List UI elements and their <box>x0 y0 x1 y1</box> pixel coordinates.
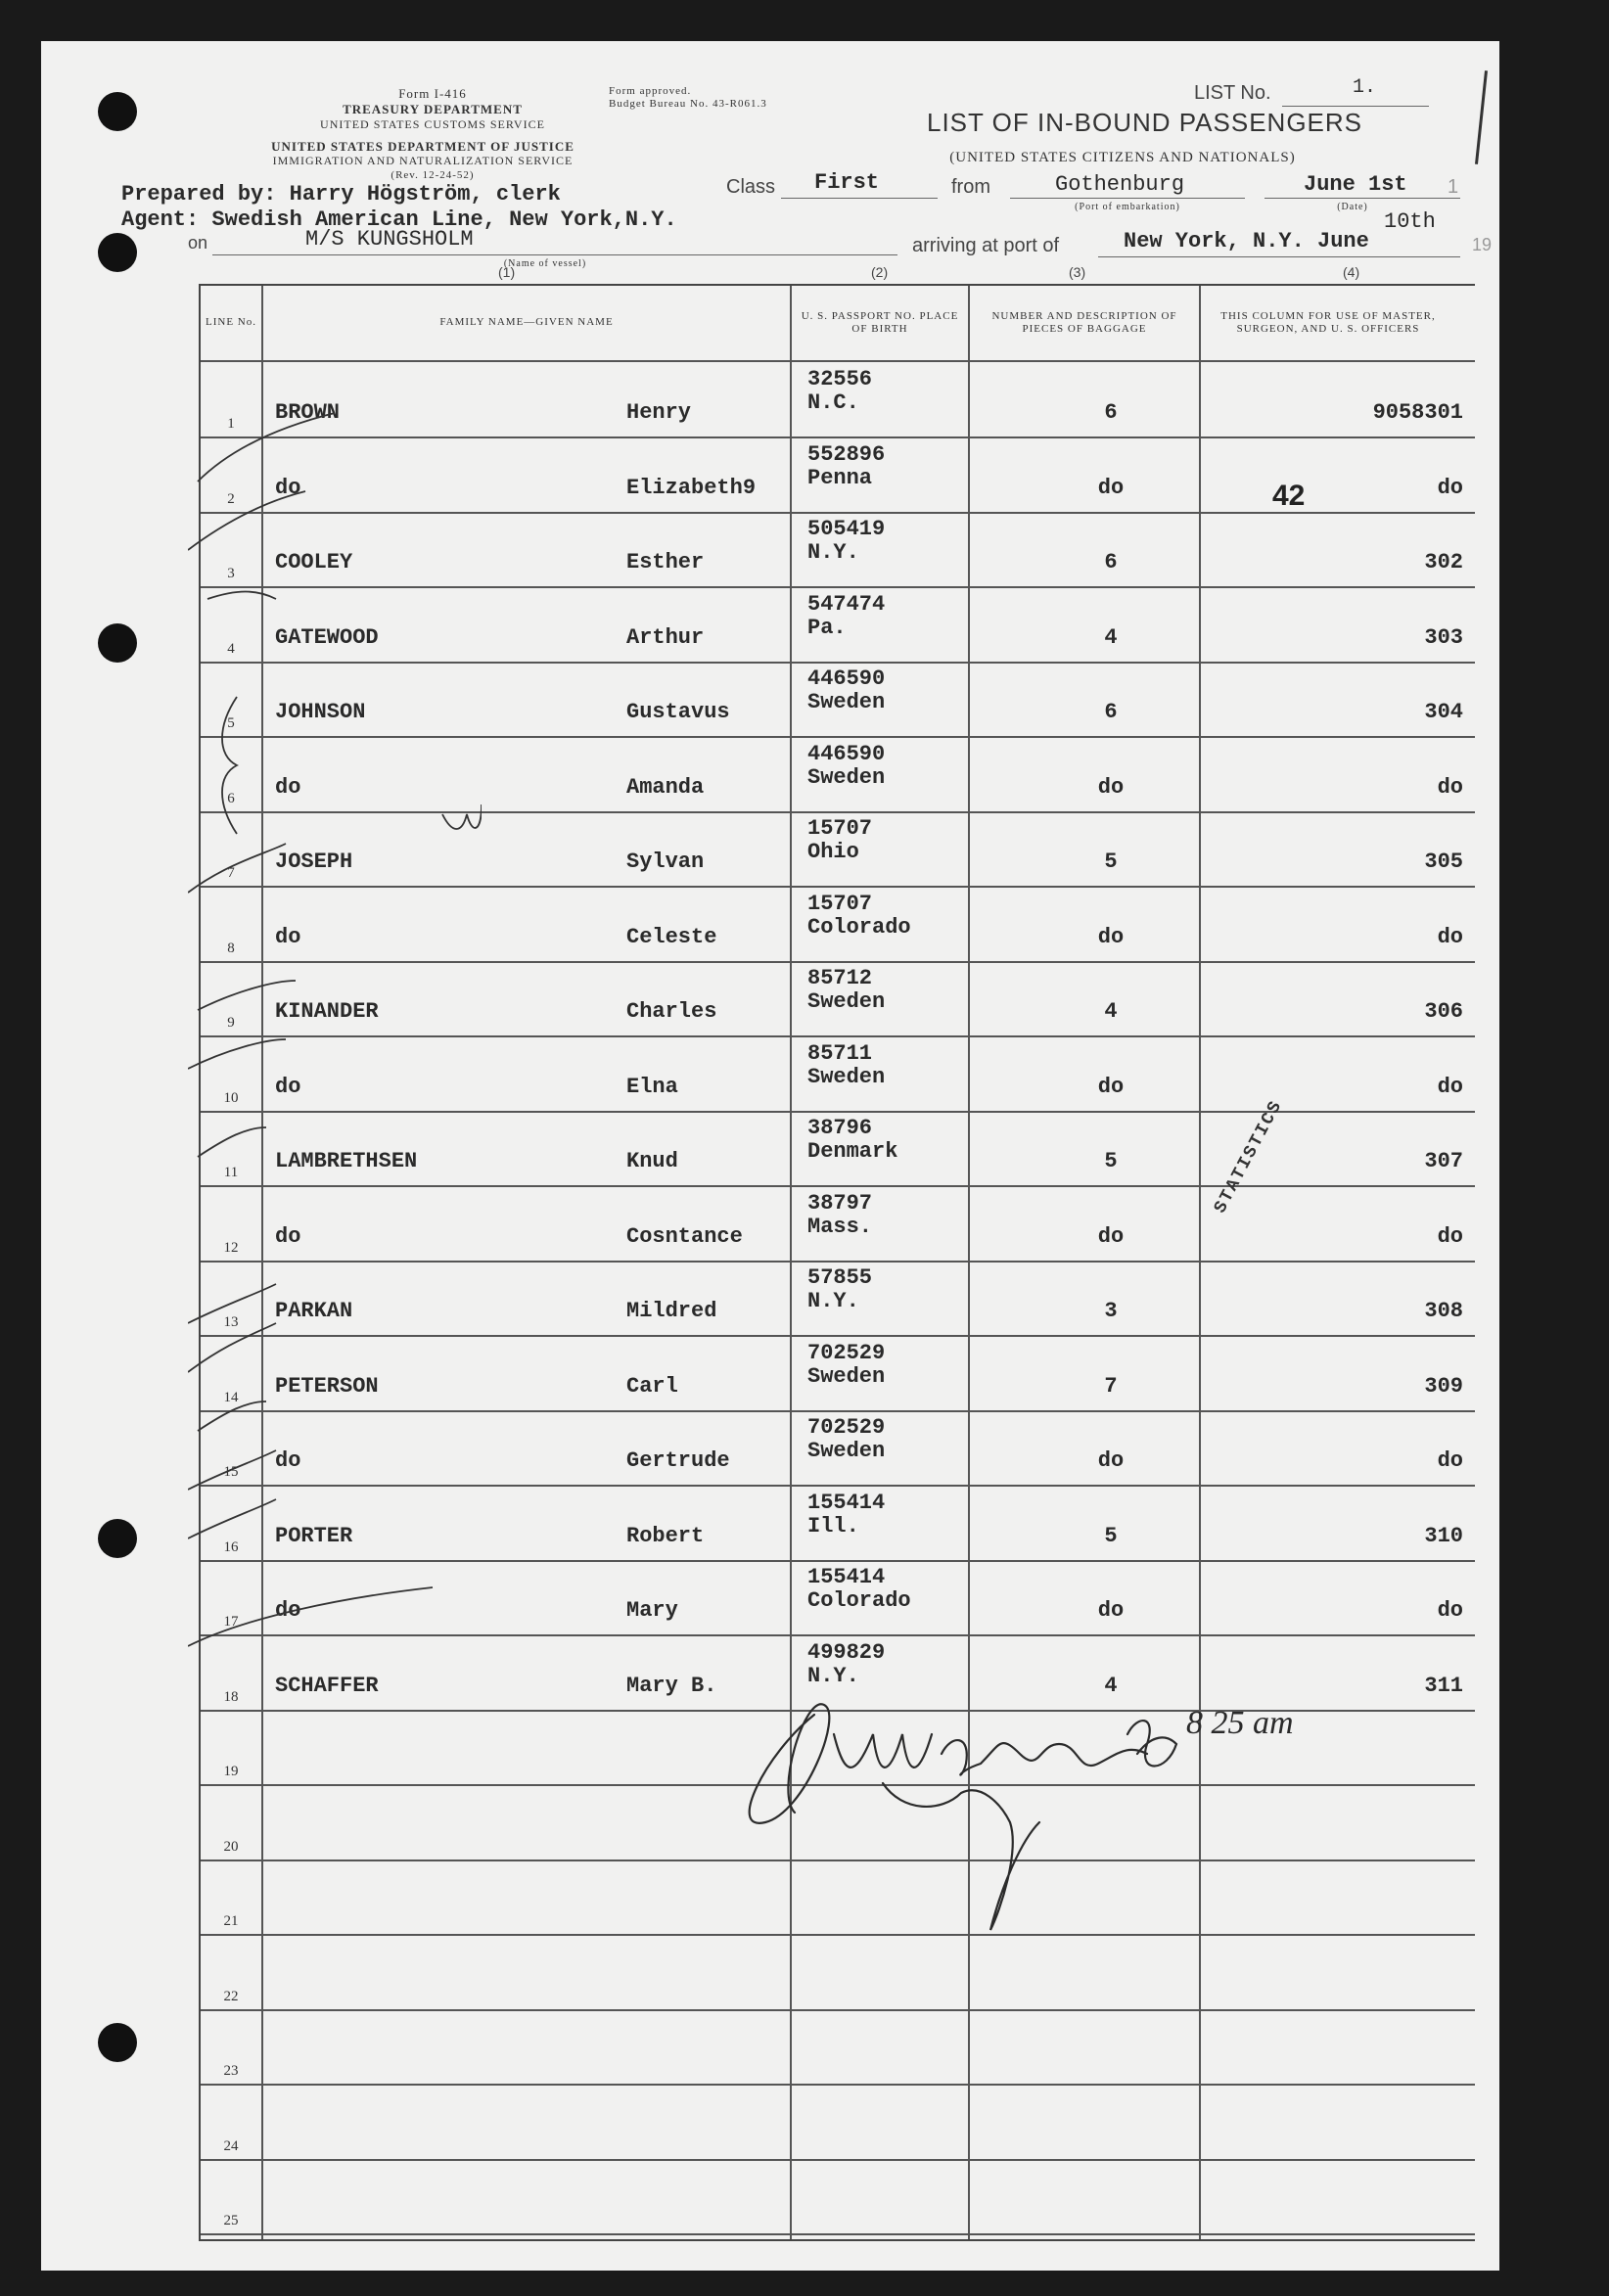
place-of-birth: N.C. <box>807 390 859 415</box>
passport-birthplace <box>807 1342 885 1389</box>
on-label: on <box>188 233 208 253</box>
family-name: PETERSON <box>275 1373 379 1399</box>
given-name: Mary B. <box>626 1673 717 1698</box>
given-name: Arthur <box>626 624 705 650</box>
column-number-4: (4) <box>1343 264 1360 280</box>
officer-entry: 304 <box>1424 700 1463 724</box>
given-name: Robert <box>626 1523 705 1548</box>
passport-number: 38796 <box>807 1116 873 1140</box>
passport-birthplace <box>807 1266 872 1313</box>
baggage-count: 5 <box>1104 850 1118 874</box>
passport-number: 57855 <box>807 1265 873 1290</box>
line-number: 14 <box>223 1389 239 1405</box>
baggage-count: 3 <box>1104 1299 1118 1323</box>
officer-entry: do <box>1437 1448 1463 1473</box>
officer-entry: 306 <box>1424 999 1463 1024</box>
line-number: 13 <box>223 1314 239 1330</box>
place-of-birth: Sweden <box>807 1439 886 1463</box>
officer-entry: do <box>1437 475 1463 500</box>
baggage-count: do <box>1097 1074 1125 1099</box>
officer-entry: 310 <box>1424 1523 1463 1548</box>
family-name: COOLEY <box>275 550 353 574</box>
from-value: Gothenburg <box>1055 172 1185 197</box>
family-name: do <box>275 924 301 949</box>
passport-birthplace <box>807 443 885 490</box>
line-number: 18 <box>223 1688 239 1705</box>
passport-number: 552896 <box>807 441 886 467</box>
place-of-birth: Ill. <box>807 1513 859 1538</box>
place-of-birth: Denmark <box>807 1139 898 1164</box>
passport-birthplace <box>807 368 872 415</box>
statistics-stamp: STATISTICS <box>1211 1096 1287 1217</box>
passport-number: 85711 <box>807 1040 873 1066</box>
passport-number: 85712 <box>807 966 873 990</box>
line-number: 8 <box>227 940 235 956</box>
passport-number: 446590 <box>807 666 886 691</box>
passport-birthplace <box>807 518 885 565</box>
given-name: Knud <box>626 1149 678 1173</box>
from-caption: (Port of embarkation) <box>1075 202 1180 212</box>
officer-entry: 305 <box>1424 850 1463 874</box>
column-number-1: (1) <box>498 264 516 280</box>
vessel-name: M/S KUNGSHOLM <box>305 227 474 252</box>
place-of-birth: Sweden <box>807 690 886 714</box>
officer-entry: 308 <box>1424 1299 1463 1323</box>
given-name: Mary <box>626 1598 678 1623</box>
line-number: 7 <box>227 865 235 881</box>
line-number: 19 <box>223 1764 239 1779</box>
place-of-birth: Mass. <box>807 1214 873 1239</box>
header-baggage: NUMBER AND DESCRIPTION OF PIECES OF BAGGAGE <box>991 309 1177 335</box>
place-of-birth: Pa. <box>807 615 847 640</box>
line-number: 16 <box>223 1538 239 1555</box>
family-name: do <box>275 1074 301 1099</box>
justice-dept: UNITED STATES DEPARTMENT OF JUSTICE <box>271 139 575 154</box>
form-approved: Form approved. <box>609 85 692 97</box>
line-number: 5 <box>227 715 235 731</box>
line-number: 23 <box>223 2063 239 2079</box>
treasury-dept: TREASURY DEPARTMENT <box>343 102 523 116</box>
given-name: Carl <box>626 1373 678 1399</box>
place-of-birth: N.Y. <box>807 1663 859 1688</box>
officer-entry: 307 <box>1424 1149 1463 1173</box>
officer-entry: 9058301 <box>1372 400 1463 425</box>
departure-date: June 1st <box>1304 172 1407 197</box>
place-of-birth: Penna <box>807 465 873 490</box>
binder-hole <box>98 1519 137 1558</box>
family-name: do <box>275 475 301 500</box>
given-name: Amanda <box>626 774 705 800</box>
place-of-birth: Sweden <box>807 1064 886 1089</box>
place-of-birth: Sweden <box>807 1363 886 1389</box>
passport-number: 15707 <box>807 816 873 841</box>
passport-birthplace <box>807 1192 872 1239</box>
given-name: Celeste <box>626 924 717 949</box>
place-of-birth: Ohio <box>807 840 859 864</box>
officer-entry: 309 <box>1424 1373 1463 1399</box>
line-number: 12 <box>223 1239 239 1256</box>
passport-birthplace <box>807 1492 885 1538</box>
place-of-birth: Colorado <box>807 914 911 940</box>
given-name: Esther <box>626 550 705 574</box>
family-name: JOHNSON <box>275 700 366 724</box>
officer-entry: do <box>1437 774 1463 800</box>
family-name: PORTER <box>275 1523 353 1548</box>
revision: (Rev. 12-24-52) <box>391 169 475 181</box>
table-row <box>201 2159 1475 2235</box>
class-value: First <box>814 170 880 195</box>
passport-number: 155414 <box>807 1565 886 1589</box>
family-name: LAMBRETHSEN <box>275 1149 418 1173</box>
passport-birthplace <box>807 667 885 714</box>
family-name: BROWN <box>275 400 341 425</box>
line-number: 20 <box>223 1838 239 1855</box>
document-title: LIST OF IN-BOUND PASSENGERS <box>927 108 1363 137</box>
given-name: Elizabeth9 <box>626 475 757 500</box>
baggage-count: 7 <box>1104 1373 1118 1399</box>
line-number: 17 <box>223 1614 239 1630</box>
customs-service: UNITED STATES CUSTOMS SERVICE <box>320 117 545 131</box>
column-number-2: (2) <box>871 264 889 280</box>
line-number: 22 <box>223 1988 239 2004</box>
passport-birthplace <box>807 893 911 940</box>
check-marks <box>188 403 482 1754</box>
binder-hole <box>98 233 137 272</box>
given-name: Mildred <box>626 1299 717 1323</box>
passport-number: 702529 <box>807 1415 886 1440</box>
officer-entry: do <box>1437 1223 1463 1249</box>
agent: Agent: Swedish American Line, New York,N.Y. <box>121 207 677 232</box>
place-of-birth: Colorado <box>807 1588 911 1613</box>
prepared-by: Prepared by: Harry Högström, clerk <box>121 182 561 207</box>
line-number: 2 <box>227 490 235 507</box>
baggage-count: 5 <box>1104 1523 1118 1548</box>
passport-birthplace <box>807 743 885 790</box>
line-number: 4 <box>227 640 235 657</box>
family-name: do <box>275 1448 301 1473</box>
baggage-count: 4 <box>1104 1673 1118 1698</box>
given-name: Gertrude <box>626 1448 730 1473</box>
header-officers: THIS COLUMN FOR USE OF MASTER, SURGEON, AND U. S. OFFICERS <box>1220 309 1436 335</box>
document-subtitle: (UNITED STATES CITIZENS AND NATIONALS) <box>949 150 1296 165</box>
from-label: from <box>951 176 990 198</box>
arrival-port: New York, N.Y. June <box>1124 229 1369 253</box>
line-number: 11 <box>223 1165 239 1180</box>
passport-number: 505419 <box>807 517 886 541</box>
baggage-count: do <box>1097 1598 1125 1623</box>
baggage-count: 6 <box>1104 400 1118 425</box>
place-of-birth: N.Y. <box>807 540 859 565</box>
binder-hole <box>98 92 137 131</box>
table-row <box>201 2009 1475 2086</box>
passport-birthplace <box>807 1117 897 1164</box>
place-of-birth: N.Y. <box>807 1289 859 1313</box>
document-page <box>41 41 1499 2271</box>
given-name: Cosntance <box>626 1223 743 1249</box>
family-name: JOSEPH <box>275 850 353 874</box>
header-line-no: LINE No. <box>206 316 256 328</box>
family-name: do <box>275 1223 301 1249</box>
list-number-value: 1. <box>1353 76 1377 99</box>
baggage-count: 4 <box>1104 624 1118 650</box>
binder-hole <box>98 2023 137 2062</box>
signature-time: 8 25 am <box>1186 1705 1294 1741</box>
class-label: Class <box>726 176 776 198</box>
given-name: Henry <box>626 400 692 425</box>
officer-entry: do <box>1437 1074 1463 1099</box>
binder-hole <box>98 623 137 663</box>
line-number: 9 <box>227 1015 235 1031</box>
line-number: 15 <box>223 1464 239 1480</box>
passport-number: 38797 <box>807 1190 873 1216</box>
date-caption: (Date) <box>1337 202 1368 212</box>
family-name: KINANDER <box>275 999 379 1024</box>
passport-number: 155414 <box>807 1490 886 1515</box>
passport-number: 499829 <box>807 1639 886 1665</box>
place-of-birth: Sweden <box>807 989 886 1014</box>
baggage-count: 4 <box>1104 999 1118 1024</box>
passport-number: 15707 <box>807 891 873 916</box>
family-name: SCHAFFER <box>275 1673 379 1698</box>
line-number: 21 <box>223 1913 239 1929</box>
passport-birthplace <box>807 1416 885 1463</box>
baggage-count: do <box>1097 1448 1125 1473</box>
baggage-count: 6 <box>1104 700 1118 724</box>
passport-birthplace <box>807 817 872 864</box>
year-prefix-2: 19 <box>1472 235 1493 254</box>
handwritten-42: 42 <box>1272 480 1306 512</box>
baggage-count: do <box>1097 475 1125 500</box>
given-name: Sylvan <box>626 850 705 874</box>
baggage-count: do <box>1097 774 1125 800</box>
officer-entry: do <box>1437 1598 1463 1623</box>
table-row <box>201 2085 1475 2161</box>
line-number: 3 <box>227 566 235 581</box>
header-name: FAMILY NAME—GIVEN NAME <box>439 316 614 328</box>
passport-number: 446590 <box>807 741 886 766</box>
line-number: 25 <box>223 2213 239 2228</box>
passport-number: 32556 <box>807 367 873 391</box>
baggage-count: do <box>1097 1223 1125 1249</box>
baggage-count: 5 <box>1104 1149 1118 1173</box>
officer-entry: 302 <box>1424 550 1463 574</box>
year-prefix-1: 1 <box>1448 176 1459 198</box>
officer-entry: 303 <box>1424 624 1463 650</box>
arrival-day: 10th <box>1384 209 1436 234</box>
family-name: GATEWOOD <box>275 624 379 650</box>
passport-birthplace <box>807 593 885 640</box>
arriving-label: arriving at port of <box>912 235 1060 256</box>
family-name: do <box>275 774 301 800</box>
list-number-label: LIST No. <box>1194 82 1271 104</box>
officer-entry: 311 <box>1424 1673 1463 1698</box>
baggage-count: 6 <box>1104 550 1118 574</box>
place-of-birth: Sweden <box>807 764 886 790</box>
passport-number: 702529 <box>807 1340 886 1365</box>
passport-birthplace <box>807 1566 911 1613</box>
header-passport: U. S. PASSPORT NO. PLACE OF BIRTH <box>801 309 959 335</box>
given-name: Charles <box>626 999 717 1024</box>
vessel-caption: (Name of vessel) <box>503 258 587 269</box>
passport-number: 547474 <box>807 591 886 617</box>
line-number: 1 <box>227 416 235 432</box>
ins-service: IMMIGRATION AND NATURALIZATION SERVICE <box>272 154 574 167</box>
form-number: Form I-416 <box>398 86 467 101</box>
budget-bureau: Budget Bureau No. 43-R061.3 <box>609 98 767 110</box>
passport-birthplace <box>807 1042 885 1089</box>
baggage-count: do <box>1097 924 1125 949</box>
line-number: 10 <box>223 1089 239 1106</box>
line-number: 6 <box>227 790 235 806</box>
passport-birthplace <box>807 967 885 1014</box>
given-name: Elna <box>626 1074 678 1099</box>
family-name: PARKAN <box>275 1299 353 1323</box>
column-number-3: (3) <box>1069 264 1086 280</box>
line-number: 24 <box>223 2137 239 2154</box>
officer-entry: do <box>1437 924 1463 949</box>
family-name: do <box>275 1598 301 1623</box>
given-name: Gustavus <box>626 700 730 724</box>
